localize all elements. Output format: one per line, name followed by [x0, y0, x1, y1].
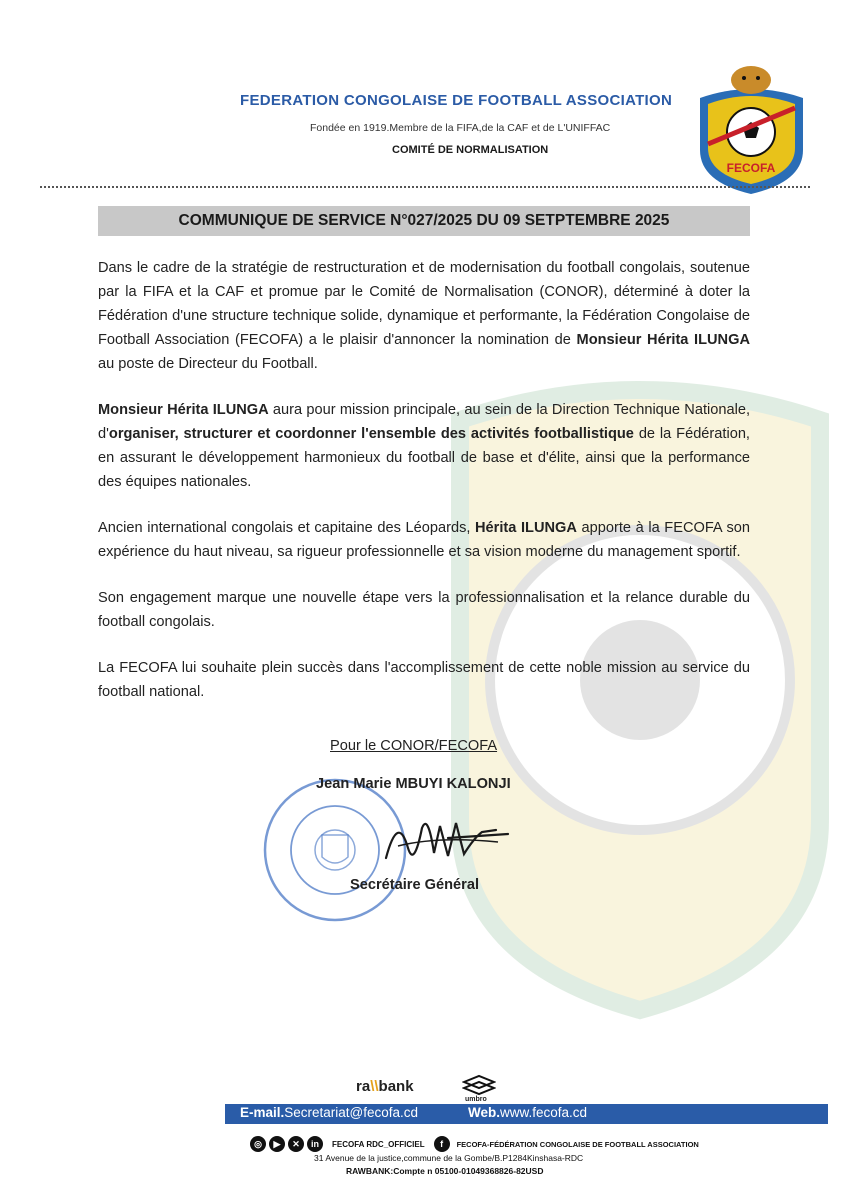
- facebook-handle: FECOFA-FÉDÉRATION CONGOLAISE DE FOOTBALL ASSOCIATION: [456, 1139, 699, 1149]
- paragraph-1: Dans le cadre de la stratégie de restructuration et de modernisation du football congolais, soutenue par la FIFA et la CAF et promue par le Comité de Normalisation (CONOR), déterminé à doter la Fédération d'une structure technique solide, dynamique et performante, la Fédération Congolaise de Football Association (FECOFA) a le plaisir d'annoncer la nomination de Monsieur Hérita ILUNGA au poste de Directeur du Football.: [98, 260, 750, 372]
- org-committee: COMITÉ DE NORMALISATION: [392, 144, 549, 156]
- paragraph-2: Monsieur Hérita ILUNGA aura pour mission principale, au sein de la Direction Technique Nationale, d'organiser, structurer et coordonner l'ensemble des activités footballistique de la Fédération, en assurant le développement harmonieux du football de base et d'élite, ainsi que la performance des équipes nationales.: [98, 402, 750, 490]
- logo-text: FECOFA: [726, 161, 776, 175]
- linkedin-icon[interactable]: in: [307, 1136, 323, 1152]
- header-divider: [40, 186, 810, 188]
- email-contact[interactable]: E-mail.Secretariat@fecofa.cd: [240, 1105, 419, 1120]
- paragraph-4: Son engagement marque une nouvelle étape vers la professionnalisation et la relance durable du football congolais.: [98, 590, 750, 630]
- org-name: FEDERATION CONGOLAISE DE FOOTBALL ASSOCIATION: [240, 92, 673, 109]
- rawbank-logo: ra\\bank: [356, 1078, 414, 1095]
- x-icon[interactable]: ✕: [288, 1136, 304, 1152]
- handwritten-signature: [378, 808, 518, 878]
- youtube-icon[interactable]: ▶: [269, 1136, 285, 1152]
- umbro-text: umbro: [465, 1096, 487, 1103]
- communique-title: COMMUNIQUE DE SERVICE N°027/2025 DU 09 SETPTEMBRE 2025: [98, 206, 750, 236]
- fecofa-logo: [694, 58, 809, 198]
- social-handle: FECOFA RDC_OFFICIEL: [332, 1139, 425, 1149]
- postal-address: 31 Avenue de la justice,commune de la Gombe/B.P1284Kinshasa-RDC: [314, 1153, 584, 1163]
- signature-for: Pour le CONOR/FECOFA: [330, 738, 498, 754]
- communique-body: [98, 256, 750, 726]
- paragraph-3: Ancien international congolais et capitaine des Léopards, Hérita ILUNGA apporte à la FECOFA son expérience du haut niveau, sa rigueur professionnelle et sa vision moderne du management sportif.: [98, 520, 750, 560]
- bank-account: RAWBANK:Compte n 05100-01049368826-82USD: [346, 1166, 544, 1176]
- facebook-icon[interactable]: f: [434, 1136, 450, 1152]
- instagram-icon[interactable]: ◎: [250, 1136, 266, 1152]
- signatory-title: Secrétaire Général: [350, 877, 479, 893]
- signatory-name: Jean Marie MBUYI KALONJI: [316, 776, 511, 792]
- web-contact[interactable]: Web.www.fecofa.cd: [468, 1105, 588, 1120]
- social-links: [250, 1135, 699, 1153]
- paragraph-5: La FECOFA lui souhaite plein succès dans l'accomplissement de cette noble mission au service du football national.: [98, 660, 750, 700]
- org-founded: Fondée en 1919.Membre de la FIFA,de la CAF et de L'UNIFFAC: [310, 122, 611, 134]
